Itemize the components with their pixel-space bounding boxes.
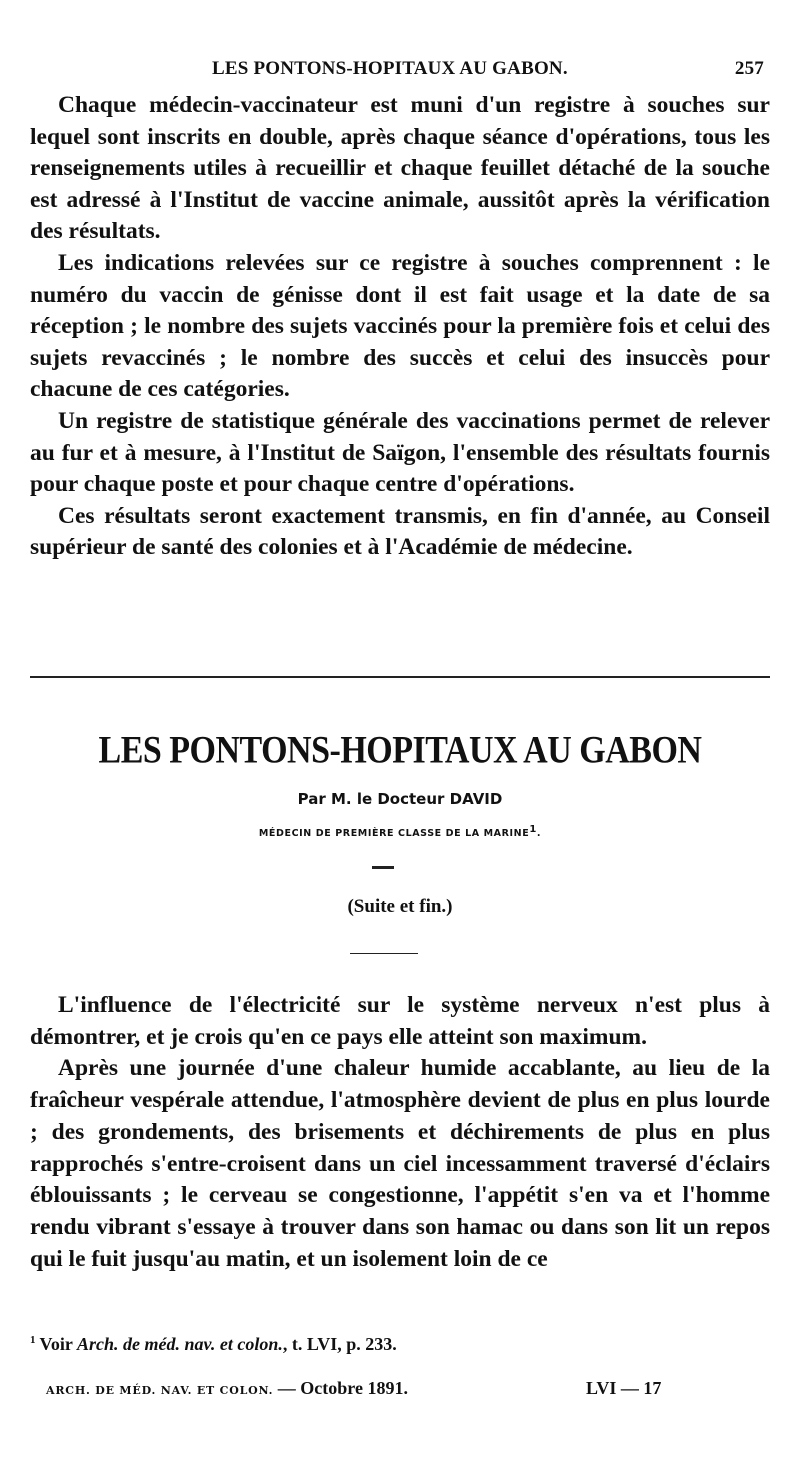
page-footer xyxy=(46,1378,770,1404)
footer-journal xyxy=(46,1378,408,1399)
footnote xyxy=(30,1334,770,1355)
footnote-suffix: , t. LVI, p. 233. xyxy=(282,1334,397,1354)
continuation-note: (Suite et fin.) xyxy=(347,896,453,917)
short-divider xyxy=(372,866,394,869)
byline: Par M. le Docteur DAVID xyxy=(297,790,503,808)
paragraph: L'influence de l'électricité sur le système nerveux n'est plus à démontrer, et je crois qu'en ce pays elle atteint son maximum. xyxy=(30,992,770,1050)
article-title: LES PONTONS-HOPITAUX AU GABON xyxy=(98,729,702,772)
author-rank-text: MÉDECIN DE PREMIÈRE CLASSE DE LA MARINE xyxy=(258,828,530,840)
footer-signature: LVI — 17 xyxy=(586,1378,662,1398)
paragraph: Les indications relevées sur ce registre à souches comprennent : le numéro du vaccin de génisse dont il est fait usage et la date de sa réception ; le nombre des sujets vaccinés pour la première fois et celui des sujets revaccinés ; le nombre des succès et celui des insuccès pour chacune de ces catégories. xyxy=(30,249,770,403)
footnote-prefix: Voir xyxy=(39,1334,73,1354)
paragraph: Après une journée d'une chaleur humide accablante, au lieu de la fraîcheur vespérale attendue, l'atmosphère devient de plus en plus lourde ; des grondements, des brisements et déchirements de plus en plus rapprochés s'entre-croisent dans un ciel incessamment traversé d'éclairs éblouissants ; le cerveau se congestionne, l'appétit s'en va et l'homme rendu vibrant s'essaye à trouver dans son hamac ou dans son lit un repos qui le fuit jusqu'au matin, et un isolement loin de ce xyxy=(30,1055,770,1272)
document-page xyxy=(30,0,770,1477)
paragraph: Un registre de statistique générale des vaccinations permet de relever au fur et à mesure, à l'Institut de Saïgon, l'ensemble des résultats fournis pour chaque poste et pour chaque centre d'opérations. xyxy=(30,407,770,498)
running-head xyxy=(30,58,770,86)
footer-journal-name: ARCH. DE MÉD. NAV. ET COLON. xyxy=(46,1384,274,1397)
footnote-source: Arch. de méd. nav. et colon. xyxy=(77,1334,283,1354)
author-rank: MÉDECIN DE PREMIÈRE CLASSE DE LA MARINE$^1$. xyxy=(258,824,542,840)
footnote-reference: 1 xyxy=(529,824,537,835)
mid-divider xyxy=(350,953,418,954)
footer-date: — Octobre 1891. xyxy=(277,1378,408,1398)
article-text xyxy=(30,990,770,1275)
paragraph: Chaque médecin-vaccinateur est muni d'un registre à souches sur lequel sont inscrits en double, après chaque séance d'opérations, tous les renseignements utiles à recueillir et chaque feuillet détaché de la souche est adressé à l'Institut de vaccine animale, aussitôt après la vérification des résultats. xyxy=(30,92,770,245)
section-divider xyxy=(30,676,770,678)
running-title: LES PONTONS-HOPITAUX AU GABON. xyxy=(212,58,568,79)
footnote-marker: 1 xyxy=(30,1334,36,1346)
page-number: 257 xyxy=(734,58,764,79)
previous-article-text xyxy=(30,90,770,564)
paragraph: Ces résultats seront exactement transmis, en fin d'année, au Conseil supérieur de santé des colonies et à l'Académie de médecine. xyxy=(30,502,770,561)
